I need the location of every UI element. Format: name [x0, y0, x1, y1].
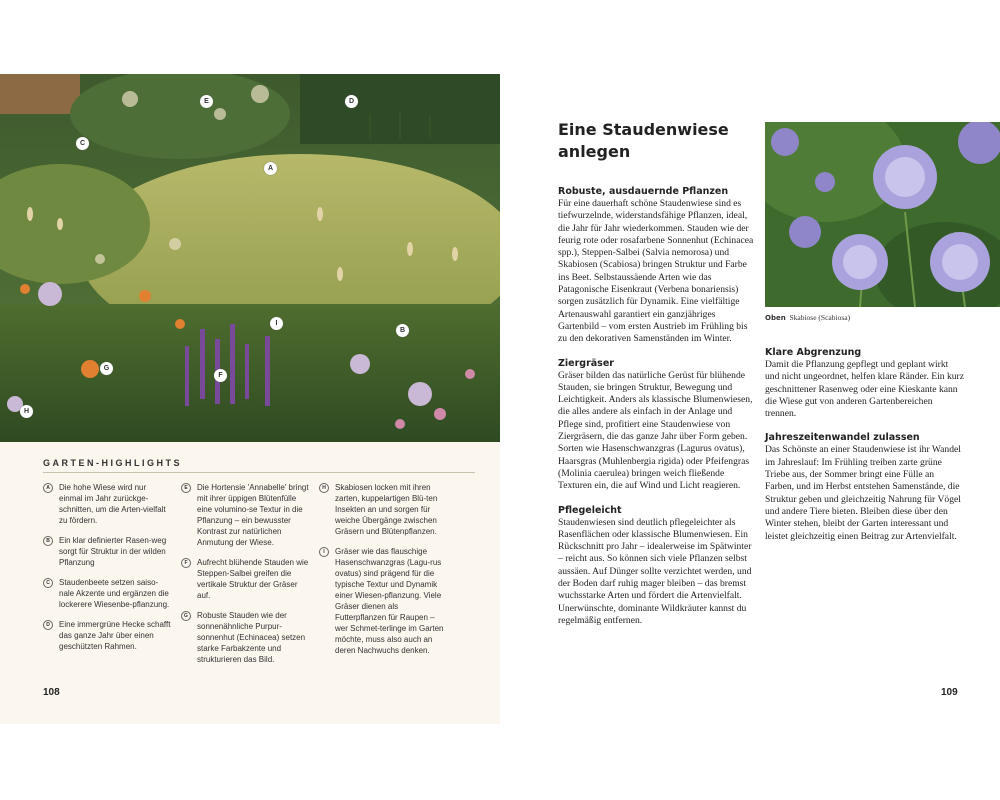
photo-marker-g: G: [100, 362, 113, 375]
caption-text: Skabiose (Scabiosa): [789, 313, 851, 322]
highlight-item: C Staudenbeete setzen saiso-nale Akzente und ergänzen die lockerere Wiesenbe-pflanzung.: [43, 577, 171, 610]
section-text: Staudenwiesen sind deutlich pflegeleichter als Rasenflächen oder klassische Blumenwiesen. Ein Rückschnitt pro Jahr – idealerweise im Spätwinter – reicht aus. So können sich viele Pflanzen selbst aussäen. Auf Dünger sollte verzichtet werden, und der Boden darf ruhig mager bleiben – das bremst wuchsstarke Arten und fördert die Artenvielfalt. Unerwünschte, dominante Wildkräuter kannst du regelmäßig entfernen.: [558, 516, 752, 626]
garden-highlights-box: [0, 442, 500, 724]
photo-marker-b: B: [396, 324, 409, 337]
photo-marker-d: D: [345, 95, 358, 108]
highlight-item: I Gräser wie das flauschige Hasenschwanzgras (Lagu-rus ovatus) sind prägend für die typische Textur und Dynamik einer Wiesen-pflanzung. Viele Gräser dienen als Futterpflanzen für Raupen – wer Schmet-terlinge im Garten möchte, muss also auch an deren Nachwuchs denken.: [319, 546, 447, 656]
highlight-item: F Aufrecht blühende Stauden wie Steppen-Salbei greifen die vertikale Struktur der Gräser auf.: [181, 557, 309, 601]
section-text: Damit die Pflanzung gepflegt und geplant wirkt und nicht ungeordnet, helfen klare Ränder. Ein kurz geschnittener Rasenweg oder eine Kieskante kann die Wiese gut von anderen Gartenbereichen trennen.: [765, 359, 965, 420]
left-page: [0, 74, 500, 724]
highlights-column-2: [181, 482, 309, 674]
page-number-left: 108: [43, 687, 60, 698]
highlights-column-1: [43, 482, 171, 661]
letter-badge: H: [319, 483, 329, 493]
letter-badge: D: [43, 620, 53, 630]
page-title: Eine Staudenwiese anlegen: [558, 120, 729, 161]
highlight-item: A Die hohe Wiese wird nur einmal im Jahr zurückge-schnitten, um die Arten-vielfalt zu fördern.: [43, 482, 171, 526]
letter-badge: B: [43, 536, 53, 546]
letter-badge: I: [319, 547, 329, 557]
section-heading: Ziergräser: [558, 357, 614, 369]
section-heading: Pflegeleicht: [558, 504, 622, 516]
photo-caption: [765, 313, 850, 322]
letter-badge: E: [181, 483, 191, 493]
section-text: Das Schönste an einer Staudenwiese ist ihr Wandel im Jahreslauf: Im Frühling treiben zarte grüne Triebe aus, der Sommer bringt eine Fülle an Farben, und im Herbst entstehen Samenstände, die Struktur geben und gleichzeitig Nahrung für Vögel und andere Tiere bieten. Bleiben diese über den Winter stehen, bleibt der Garten interessant und leistet gleichzeitig einen Beitrag zur Artenvielfalt.: [765, 444, 961, 542]
section-heading: Klare Abgrenzung: [765, 347, 862, 358]
photo-marker-i: I: [270, 317, 283, 330]
photo-marker-f: F: [214, 369, 227, 382]
scabiosa-photo: [765, 122, 1000, 307]
photo-marker-h: H: [20, 405, 33, 418]
highlights-title: GARTEN-HIGHLIGHTS: [43, 458, 182, 468]
right-page: [500, 74, 1000, 724]
photo-marker-c: C: [76, 137, 89, 150]
section-text: Für eine dauerhaft schöne Staudenwiese sind es tiefwurzelnde, widerstandsfähige Pflanzen, ideal, die Jahr für Jahr wiederkommen. Stauden wie der feurig rote oder rosafarbene Sonnenhut (Echinacea spp.), Steppen-Salbei (Salvia nemorosa) und Skabiosen (Scabiosa) bringen Struktur und Farbe ins Beet. Selbstaussäende Arten wie das Patagonische Eisenkraut (Verbena bonariensis) sorgen zusätzlich für Dynamik. Eine vielfältige Artenauswahl garantiert ein ganzjähriges Gartenbild – vom ersten Austrieb im Frühling bis zu den dekorativen Samenständen im Winter.: [558, 198, 754, 345]
caption-label: Oben: [765, 314, 786, 322]
letter-badge: G: [181, 611, 191, 621]
letter-badge: A: [43, 483, 53, 493]
section-heading: Robuste, ausdauernde Pflanzen: [558, 186, 729, 197]
highlight-item: D Eine immergrüne Hecke schafft das ganze Jahr über einen geschützten Rahmen.: [43, 619, 171, 652]
highlight-item: H Skabiosen locken mit ihren zarten, kuppelartigen Blü-ten Insekten an und sorgen für weiche Übergänge zwischen Gräsern und Blütenpflanzen.: [319, 482, 447, 537]
highlights-divider: [43, 472, 475, 473]
section-text: Gräser bilden das natürliche Gerüst für blühende Stauden, sie bringen Struktur, Bewegung und Leichtigkeit. Anders als klassische Blumenwiesen, die alles andere als einfach in der Anlage und Pflege sind, profitiert eine Staudenwiese von Ziergräsern, die das ganze Jahr über Form geben. Sorten wie Hasenschwanzgras (Lagurus ovatus), Haarsgras (Muhlenbergia rigida) oder Pfeifengras (Molinia caerulea) bringen weich fließende Texturen ein, die auf Wind und Licht reagieren.: [558, 369, 753, 492]
text-column-left: [558, 186, 754, 639]
highlights-column-3: [319, 482, 447, 665]
highlight-item: B Ein klar definierter Rasen-weg sorgt für Struktur in der wilden Pflanzung: [43, 535, 171, 568]
letter-badge: C: [43, 578, 53, 588]
letter-badge: F: [181, 558, 191, 568]
text-column-right: [765, 347, 965, 555]
garden-photo: [0, 74, 500, 442]
section-heading: Jahreszeitenwandel zulassen: [765, 432, 920, 444]
page-number-right: 109: [941, 687, 958, 698]
photo-marker-a: A: [264, 162, 277, 175]
photo-marker-e: E: [200, 95, 213, 108]
book-spread: [0, 74, 1000, 724]
highlight-item: G Robuste Stauden wie der sonnenähnliche Purpur-sonnenhut (Echinacea) setzen starke Farbakzente und strukturieren das Bild.: [181, 610, 309, 665]
highlight-item: E Die Hortensie 'Annabelle' bringt mit ihrer üppigen Blütenfülle eine volumino-se Textur in die Pflanzung – ein bewusster Kontrast zur natürlichen Anmutung der Wiese.: [181, 482, 309, 548]
